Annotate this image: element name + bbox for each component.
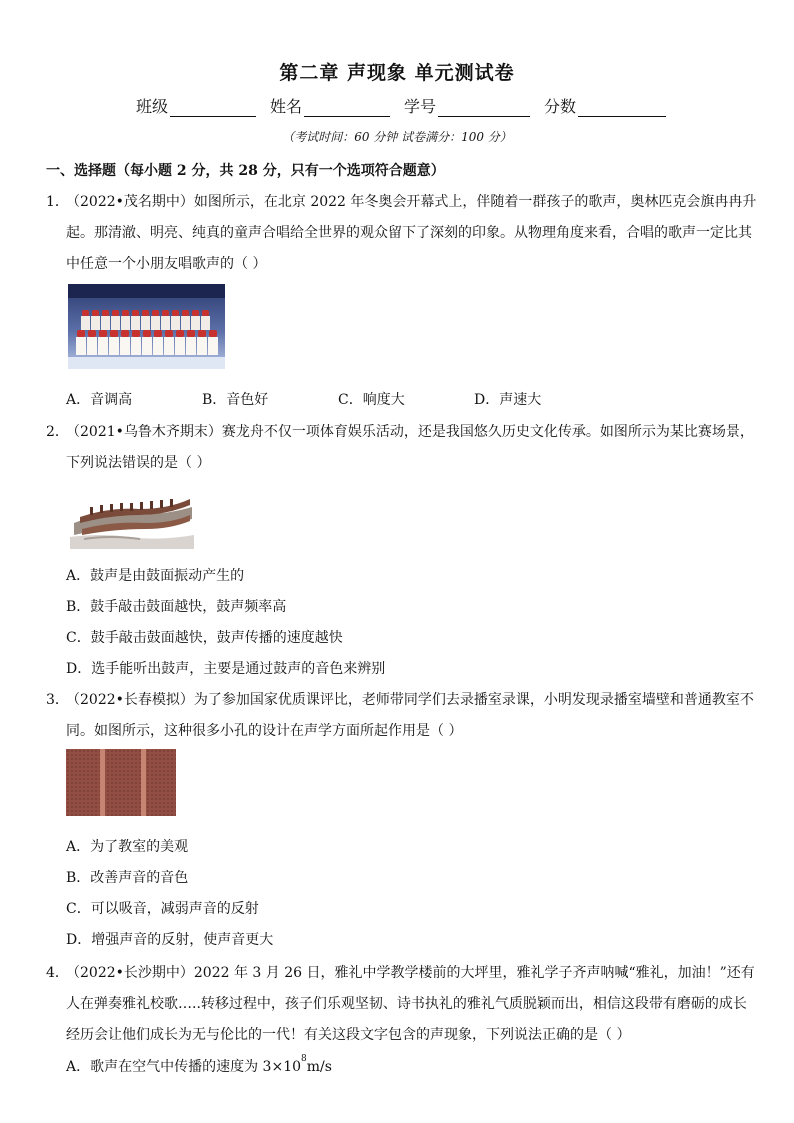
question-3-line-2: 同。如图所示，这种很多小孔的设计在声学方面所起作用是（ ）	[66, 723, 463, 739]
question-1-option-c[interactable]: C．响度大	[338, 392, 405, 408]
question-1-line-2: 起。那清澈、明亮、纯真的童声合唱给全世界的观众留下了深刻的印象。从物理角度来看，合唱的歌声一定比其	[66, 225, 752, 241]
question-3-figure-acoustic-wall	[66, 749, 176, 816]
question-2-number: 2．	[46, 424, 69, 440]
name-blank[interactable]	[304, 100, 390, 117]
student-info-row	[136, 94, 676, 117]
question-3-line-1: 3．（2022•长春模拟）为了参加国家优质课评比，老师带同学们去录播室录课，小明发现录播室墙壁和普通教室不	[46, 689, 754, 709]
question-2-option-a[interactable]: A．鼓声是由鼓面振动产生的	[66, 568, 245, 584]
question-3-option-b[interactable]: B．改善声音的音色	[66, 870, 189, 886]
class-label: 班级	[136, 97, 169, 116]
question-2-option-d[interactable]: D．选手能听出鼓声，主要是通过鼓声的音色来辨别	[66, 661, 386, 677]
question-2-figure-dragon-boat	[70, 493, 194, 549]
question-1-options	[66, 389, 610, 409]
question-1-option-b[interactable]: B．音色好	[202, 392, 269, 408]
question-4-option-a[interactable]: A．歌声在空气中传播的速度为 $3\times 10^8m/s$	[66, 1054, 332, 1075]
score-field[interactable]	[544, 94, 666, 117]
score-label: 分数	[544, 97, 577, 116]
student-id-field[interactable]	[404, 94, 530, 117]
question-4-line-2: 人在弹奏雅礼校歌…..转移过程中，孩子们乐观坚韧、诗书执礼的雅礼气质脱颖而出，相信这段带有磨砺的成长	[66, 996, 747, 1012]
question-2-line-1: 2．（2021•乌鲁木齐期末）赛龙舟不仅一项体育娱乐活动，还是我国悠久历史文化传承。如图所示为某比赛场景，	[46, 421, 754, 441]
question-3-option-a[interactable]: A．为了教室的美观	[66, 839, 189, 855]
question-3-option-c[interactable]: C．可以吸音，减弱声音的反射	[66, 901, 259, 917]
question-2-option-c[interactable]: C．鼓手敲击鼓面越快，鼓声传播的速度越快	[66, 630, 343, 646]
question-1-line-3: 中任意一个小朋友唱歌声的（ ）	[66, 256, 267, 272]
student-id-blank[interactable]	[438, 100, 530, 117]
student-id-label: 学号	[404, 97, 437, 116]
question-1-figure-choir	[68, 284, 225, 369]
section-heading: 一、选择题（每小题 2 分，共 28 分，只有一个选项符合题意）	[46, 163, 445, 179]
question-4-line-1: 4．（2022•长沙期中）2022 年 3 月 26 日，雅礼中学教学楼前的大坪里，雅礼学子齐声呐喊“雅礼，加油！”还有	[46, 962, 755, 982]
page-title: 第二章 声现象 单元测试卷	[279, 62, 515, 84]
name-label: 姓名	[270, 97, 303, 116]
question-1-line-1: 1．（2022•茂名期中）如图所示，在北京 2022 年冬奥会开幕式上，伴随着一群孩子的歌声，奥林匹克会旗冉冉升	[46, 191, 756, 211]
score-blank[interactable]	[578, 100, 666, 117]
question-2-line-2: 下列说法错误的是（ ）	[66, 455, 211, 471]
exponent: 8	[301, 1054, 307, 1064]
question-4-number: 4．	[46, 965, 69, 981]
question-1-option-a[interactable]: A．音调高	[66, 392, 133, 408]
class-field[interactable]	[136, 94, 256, 117]
question-2-option-b[interactable]: B．鼓手敲击鼓面越快，鼓声频率高	[66, 599, 287, 615]
question-1-number: 1．	[46, 194, 69, 210]
name-field[interactable]	[270, 94, 390, 117]
class-blank[interactable]	[170, 100, 256, 117]
exam-note: （考试时间：60 分钟 试卷满分：100 分）	[282, 130, 512, 144]
question-3-number: 3．	[46, 692, 69, 708]
question-1-option-d[interactable]: D．声速大	[474, 392, 542, 408]
question-4-line-3: 经历会让他们成长为无与伦比的一代！有关这段文字包含的声现象，下列说法正确的是（ ）	[66, 1027, 631, 1043]
question-3-option-d[interactable]: D．增强声音的反射，使声音更大	[66, 932, 274, 948]
